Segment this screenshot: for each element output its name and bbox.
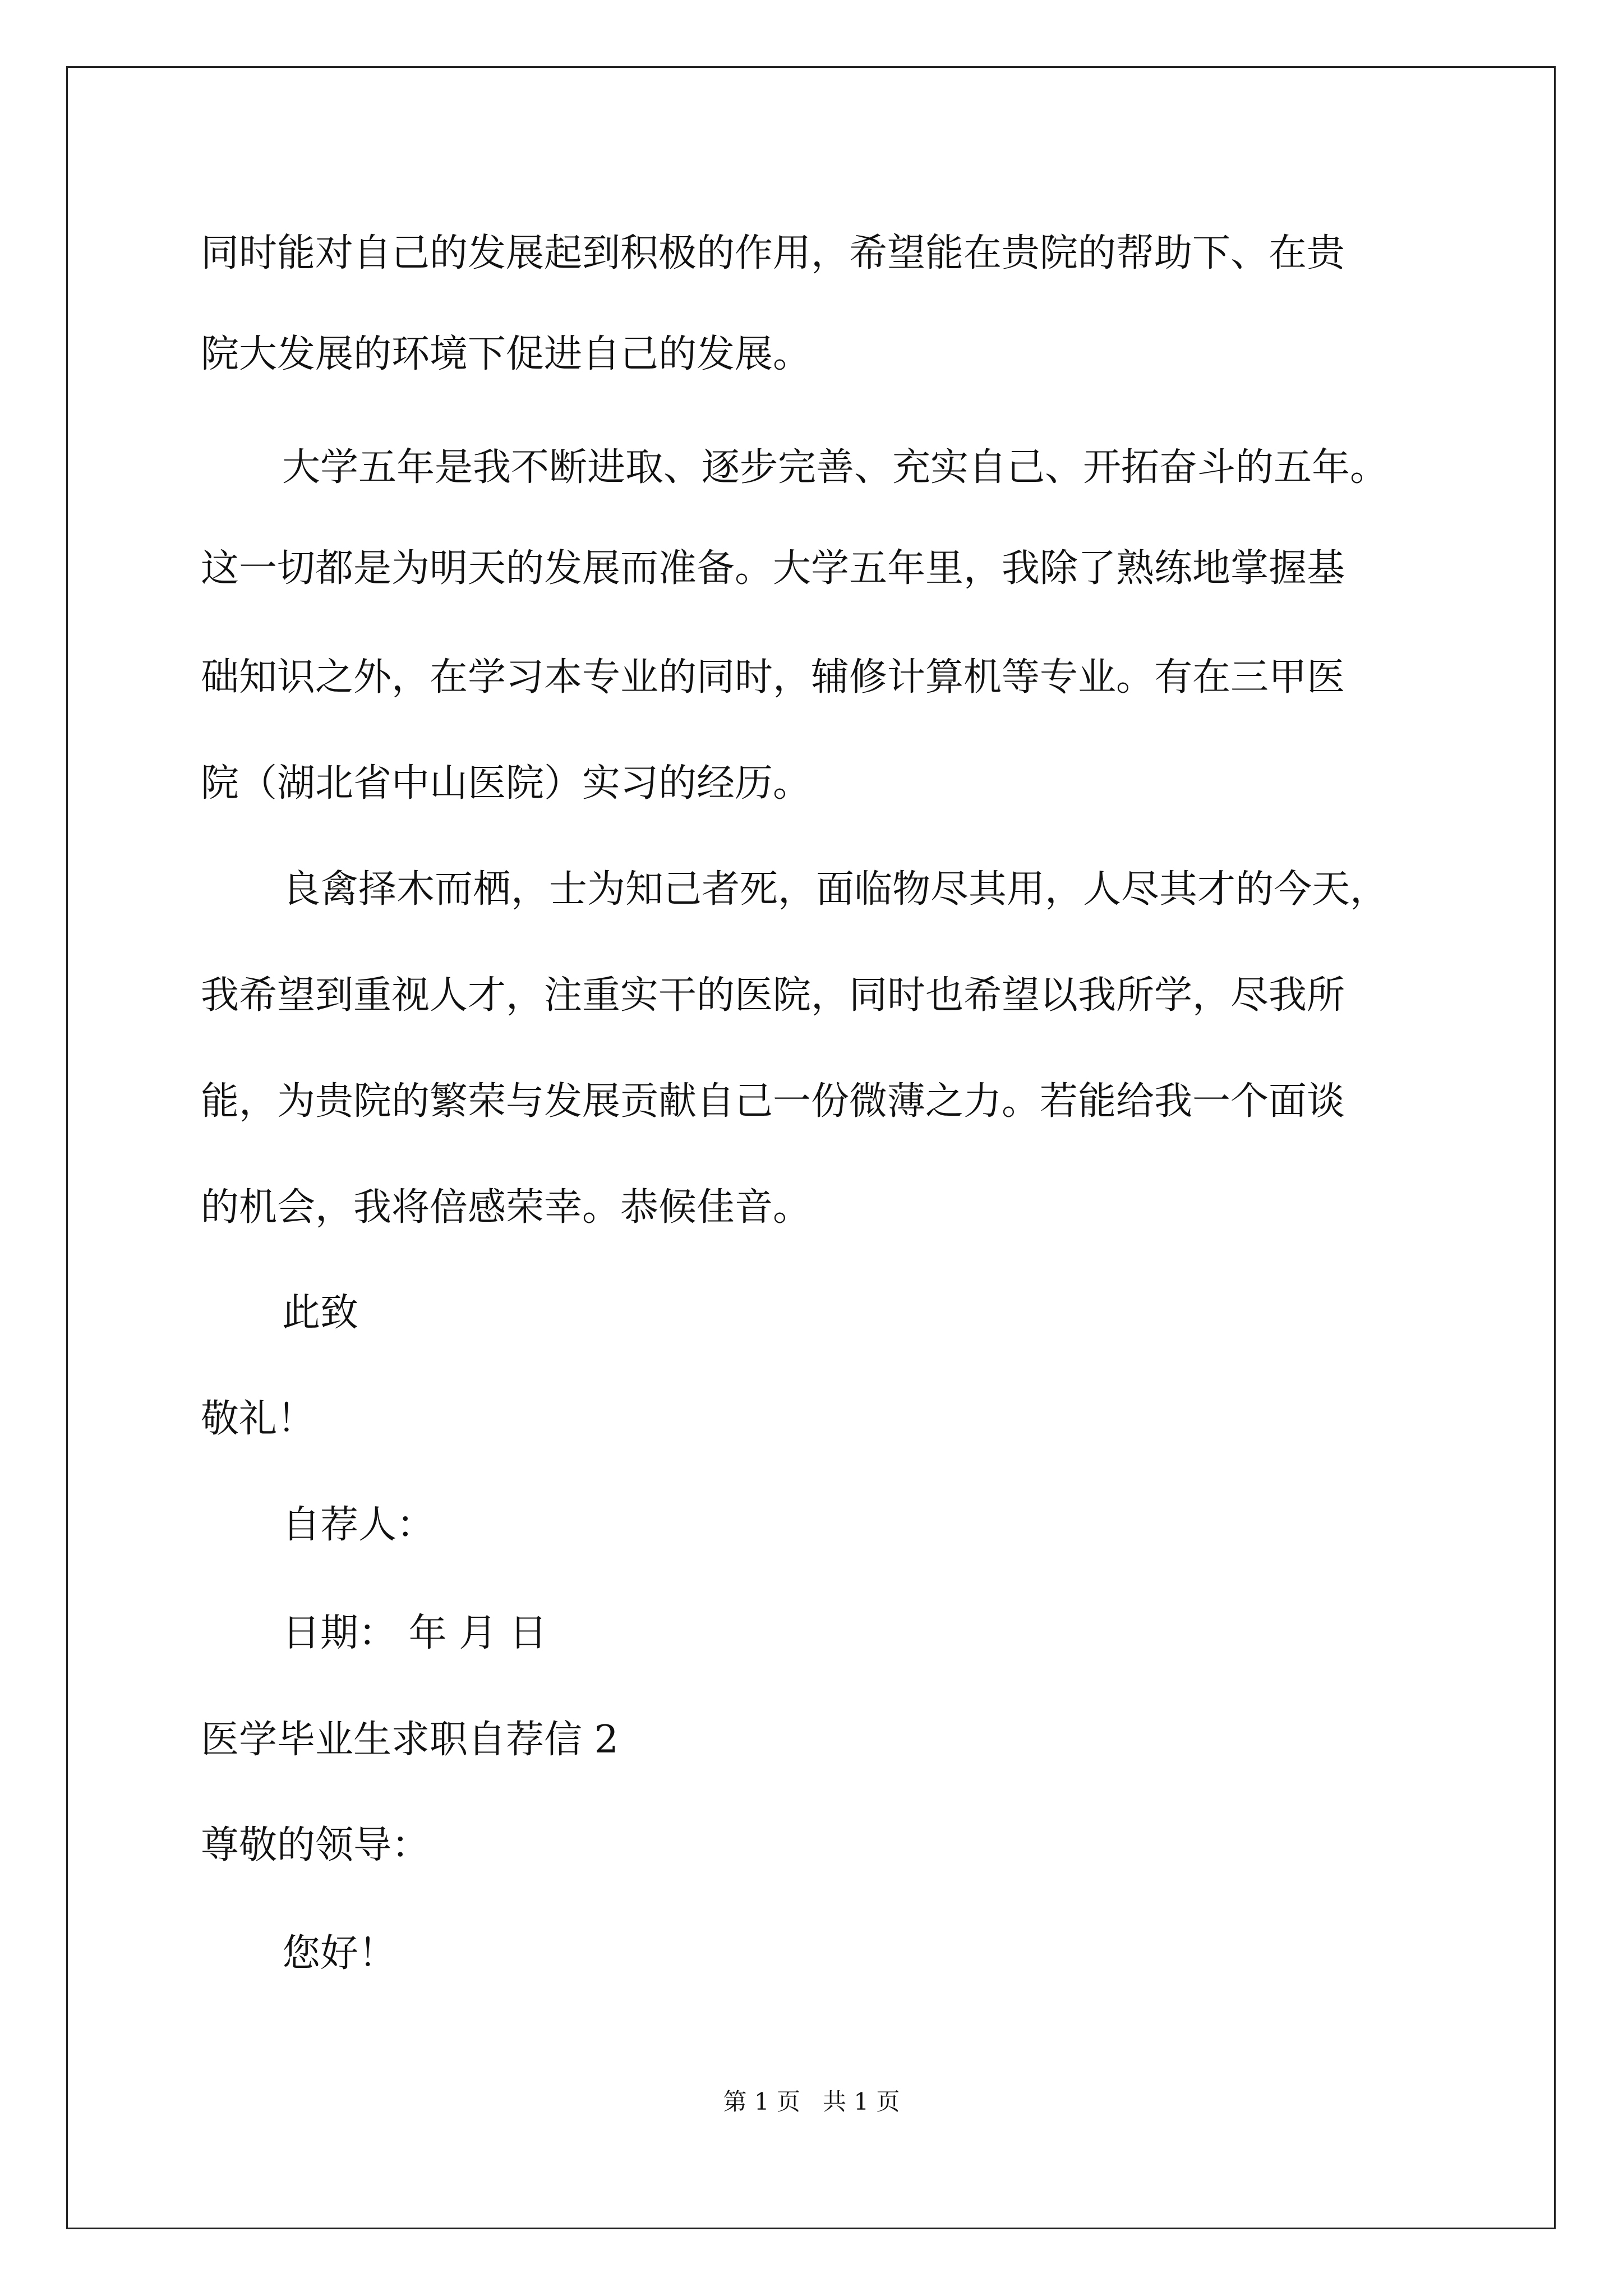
letter-2-hello: 您好！ [282,1931,397,1976]
paragraph-1-line-1: 同时能对自己的发展起到积极的作用，希望能在贵院的帮助下、在贵 [201,231,1345,275]
closing-text: 此致 [282,1291,359,1335]
paragraph-2-line-1: 大学五年是我不断进取、逐步完善、充实自己、开拓奋斗的五年。 [282,445,1389,490]
paragraph-2-line-2: 这一切都是为明天的发展而准备。大学五年里，我除了熟练地掌握基 [201,546,1345,591]
letter-2-title: 医学毕业生求职自荐信 2 [201,1718,619,1762]
paragraph-2-line-3: 础知识之外，在学习本专业的同时，辅修计算机等专业。有在三甲医 [201,655,1345,700]
page-footer: 第 1 页 共 1 页 [723,2088,900,2115]
paragraph-3-line-2: 我希望到重视人才，注重实干的医院，同时也希望以我所学，尽我所 [201,973,1345,1018]
paragraph-1-line-2: 院大发展的环境下促进自己的发展。 [201,332,811,376]
salute-text: 敬礼！ [201,1397,316,1441]
paragraph-3-line-4: 的机会，我将倍感荣幸。恭候佳音。 [201,1185,811,1230]
paragraph-2-line-4: 院（湖北省中山医院）实习的经历。 [201,761,811,806]
letter-2-greeting: 尊敬的领导： [201,1823,430,1867]
paragraph-3-line-3: 能，为贵院的繁荣与发展贡献自己一份微薄之力。若能给我一个面谈 [201,1079,1345,1124]
signer-label: 自荐人： [282,1503,435,1547]
date-line: 日期： 年 月 日 [282,1611,547,1655]
page-border [66,66,1556,2229]
paragraph-3-line-1: 良禽择木而栖，士为知己者死，面临物尽其用，人尽其才的今天， [282,867,1389,912]
